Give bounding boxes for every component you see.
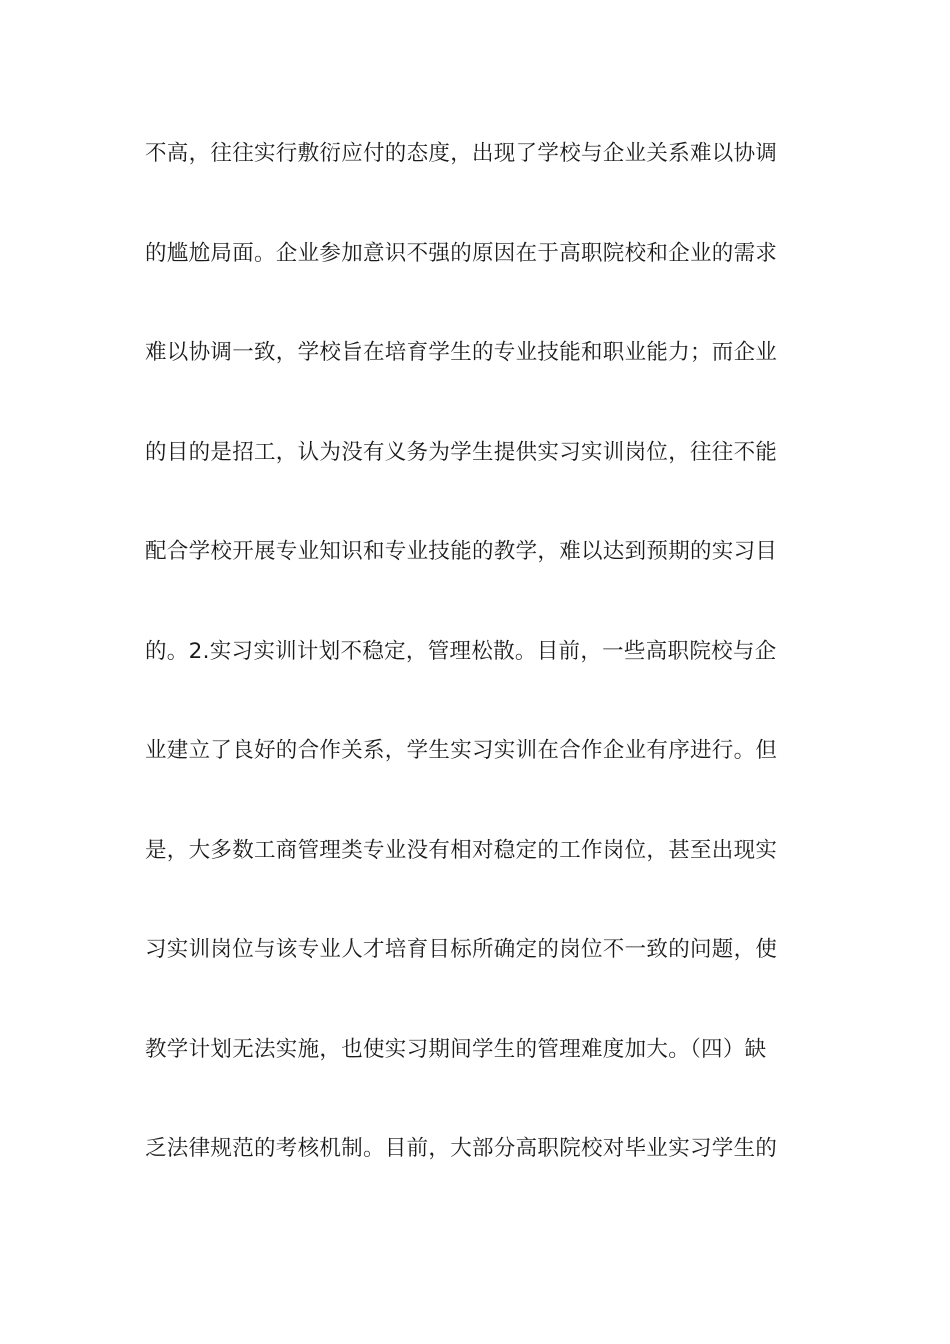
text-line: 习实训岗位与该专业人才培育目标所确定的岗位不一致的问题，使 xyxy=(145,937,778,962)
body-paragraph xyxy=(145,132,815,1227)
text-line: 教学计划无法实施，也使实习期间学生的管理难度加大。（四）缺 xyxy=(145,1036,767,1062)
text-line: 的。2.实习实训计划不稳定，管理松散。目前，一些高职院校与企 xyxy=(145,638,777,664)
text-line: 的目的是招工，认为没有义务为学生提供实习实训岗位，往往不能 xyxy=(145,439,778,465)
text-line: 是，大多数工商管理类专业没有相对稳定的工作岗位，甚至出现实 xyxy=(145,837,778,863)
text-line: 乏法律规范的考核机制。目前，大部分高职院校对毕业实习学生的 xyxy=(145,1136,778,1161)
text-line: 的尴尬局面。企业参加意识不强的原因在于高职院校和企业的需求 xyxy=(145,240,778,266)
text-line: 难以协调一致，学校旨在培育学生的专业技能和职业能力；而企业 xyxy=(145,340,778,365)
text-line: 不高，往往实行敷衍应付的态度，出现了学校与企业关系难以协调 xyxy=(145,141,778,166)
text-line: 业建立了良好的合作关系，学生实习实训在合作企业有序进行。但 xyxy=(145,738,778,763)
text-line: 配合学校开展专业知识和专业技能的教学，难以达到预期的实习目 xyxy=(145,539,778,564)
